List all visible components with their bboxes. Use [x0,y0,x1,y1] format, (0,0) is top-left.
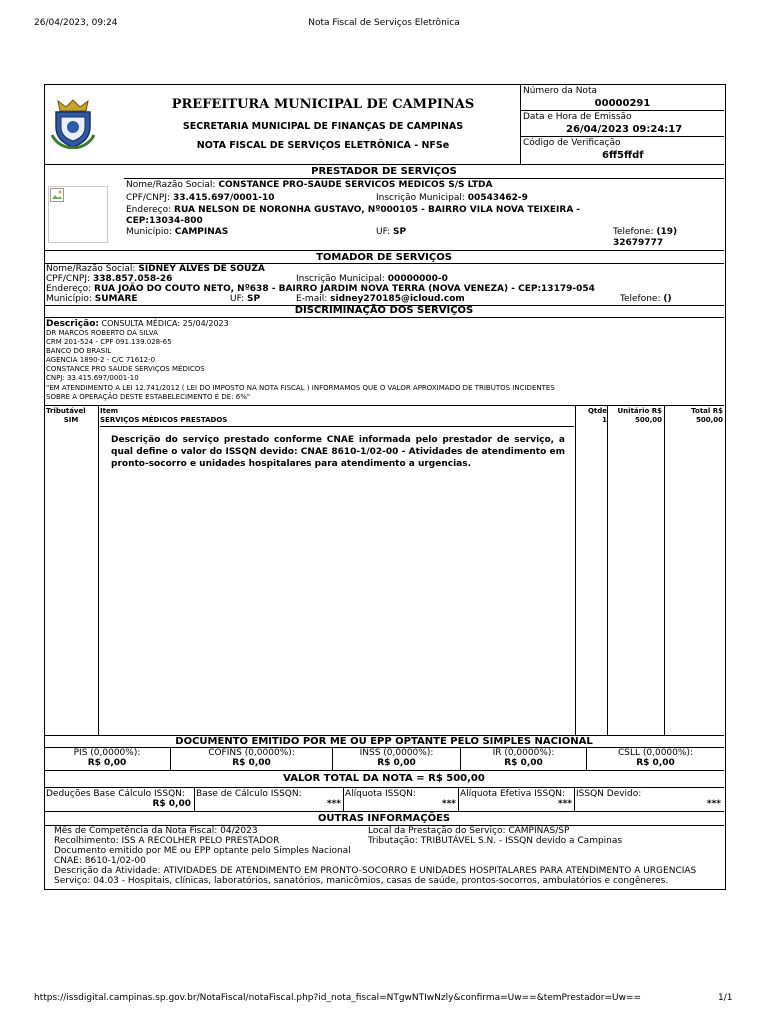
tomador-uf-label: UF: [230,294,245,304]
tomador-cpf: 338.857.058-26 [92,274,173,284]
prefeitura-title: PREFEITURA MUNICIPAL DE CAMPINAS [171,97,475,112]
recolhimento: Recolhimento: ISS A RECOLHER PELO PRESTADOR [54,836,280,846]
row-total: 500,00 [695,416,723,424]
tomador-email-label: E-mail: [296,294,328,304]
row-item: SERVIÇOS MÉDICOS PRESTADOS [100,416,228,424]
descricao-line: CRM 201-524 - CPF 091.139.028-65 [46,338,172,346]
prestador-telefone-label: Telefone: [613,227,654,237]
col-unitario: Unitário R$ [617,407,662,415]
numero-label: Número da Nota [523,86,597,96]
tomador-nome: SIDNEY ALVES DE SOUZA [138,264,265,274]
section-rule [44,250,724,251]
descricao-line: BANCO DO BRASIL [46,347,112,355]
codigo-verificacao: 6ff5ffdf [602,150,644,161]
prestador-telefone-ddd: (19) [656,227,678,237]
broken-image-icon [50,188,64,202]
table-col-divider [607,405,608,735]
tributacao: Tributação: TRIBUTÁVEL S.N. - ISSQN devido a Campinas [368,836,623,846]
deducoes-value: R$ 0,00 [152,799,191,809]
descricao-label: Descrição: [46,319,99,329]
descricao-line: AGENCIA 1890-2 - C/C 71612-0 [46,356,156,364]
issqn-devido-value: *** [706,799,721,809]
row-tributavel: SIM [63,416,79,424]
col-tributavel: Tributável [46,407,86,415]
table-col-divider [575,405,576,735]
csll-value: R$ 0,00 [636,758,675,768]
base-calculo-label: Base de Cálculo ISSQN: [196,789,302,799]
data-label: Data e Hora de Emissão [523,112,632,122]
section-rule [44,811,724,812]
issqn-divider [343,787,344,811]
header-divider [520,84,521,164]
descricao-line: CNPJ: 33.415.697/0001-10 [46,374,139,382]
col-qtde: Qtde [587,407,607,415]
section-rule [44,164,724,165]
table-rule [44,405,724,406]
col-total: Total R$ [691,407,723,415]
header-rule [520,110,724,111]
issqn-divider [574,787,575,811]
row-unitario: 500,00 [634,416,662,424]
print-title: Nota Fiscal de Serviços Eletrônica [308,18,460,28]
simples-nacional-notice: DOCUMENTO EMITIDO POR ME OU EPP OPTANTE PELO SIMPLES NACIONAL [175,736,593,747]
tomador-endereco-label: Endereço: [46,284,92,294]
print-url[interactable]: https://issdigital.campinas.sp.gov.br/NotaFiscal/notaFiscal.php?id_nota_fiscal=NTgwNTIwNzly&confirma=Uw==&temPrestador=Uw== [34,993,642,1003]
tomador-telefone: () [663,294,672,304]
pis-label: PIS (0,0000%): [73,748,141,758]
inss-label: INSS (0,0000%): [359,748,434,758]
cofins-value: R$ 0,00 [232,758,271,768]
tomador-cpf-label: CPF/CNPJ: [46,274,91,284]
header-rule [520,136,724,137]
descricao-line: CONSTANCE PRO SAUDE SERVIÇOS MÉDICOS [46,365,205,373]
prestador-cnpj: 33.415.697/0001-10 [172,193,275,203]
issqn-divider [194,787,195,811]
prestador-cep: CEP:13034-800 [126,216,203,226]
prestador-im-label: Inscrição Municipal: [376,193,465,203]
table-rule [100,426,574,427]
section-rule [44,770,724,771]
prestador-logo-placeholder [48,186,108,243]
descricao-line: CONSULTA MÉDICA: 25/04/2023 [101,319,229,328]
section-rule [44,317,724,318]
descricao-line: SOBRE A OPERAÇÃO DESTE ESTABELECIMENTO É DE: 6%" [46,393,251,401]
print-page-count: 1/1 [718,993,733,1003]
aliquota-efetiva-label: Alíquota Efetiva ISSQN: [460,789,566,799]
secretaria-title: SECRETARIA MUNICIPAL DE FINANÇAS DE CAMPINAS [182,121,464,132]
cnae-code: CNAE: 8610-1/02-00 [54,856,146,866]
codigo-label: Código de Verificação [523,138,621,148]
prestador-im: 00543462-9 [467,193,528,203]
prestador-nome-label: Nome/Razão Social: [126,180,216,190]
ir-label: IR (0,0000%): [492,748,555,758]
csll-label: CSLL (0,0000%): [618,748,693,758]
descricao-line: DR MARCOS ROBERTO DA SILVA [46,329,158,337]
tomador-uf: SP [246,294,261,304]
prestador-endereco: RUA NELSON DE NORONHA GUSTAVO, Nº000105 - BAIRRO VILA NOVA TEIXEIRA - [174,205,581,215]
base-calculo-value: *** [326,799,341,809]
descricao-block [46,319,555,402]
descricao-line: "EM ATENDIMENTO A LEI 12.741/2012 ( LEI DO IMPOSTO NA NOTA FISCAL ) INFORMAMOS QUE O VALOR APROXIMADO DE TRIBUTOS INCIDENTES [46,384,555,392]
prestador-municipio: CAMPINAS [174,227,229,237]
row-qtde: 1 [602,416,607,424]
valor-total: VALOR TOTAL DA NOTA = R$ 500,00 [283,773,485,784]
section-rule [124,178,724,179]
issqn-devido-label: ISSQN Devido: [576,789,642,799]
inss-value: R$ 0,00 [377,758,416,768]
prestador-telefone: 32679777 [613,238,664,248]
discriminacao-title: DISCRIMINAÇÃO DOS SERVIÇOS [294,305,474,316]
table-col-divider [664,405,665,735]
deducoes-label: Deduções Base Cálculo ISSQN: [46,789,185,799]
outras-info-title: OUTRAS INFORMAÇÕES [317,813,451,824]
data-emissao: 26/04/2023 09:24:17 [566,124,683,135]
cnae-description: Descrição do serviço prestado conforme CNAE informada pelo prestador de serviço, a qual define o valor do ISSQN devido: CNAE 8610-1/02-00 - Atividades de atendimento em pronto-socorro e unidades hospitalares para atendimento a urgencias. [111,435,565,469]
servico-descricao: Serviço: 04.03 - Hospitais, clínicas, laboratórios, sanatórios, manicômios, casas de saúde, prontos-socorros, ambulatórios e congêneres. [54,876,669,886]
print-datetime: 26/04/2023, 09:24 [34,18,118,28]
aliquota-label: Alíquota ISSQN: [345,789,416,799]
nota-title: NOTA FISCAL DE SERVIÇOS ELETRÔNICA - NFSe [196,140,450,151]
issqn-divider [458,787,459,811]
aliquota-value: *** [441,799,456,809]
prestador-municipio-label: Município: [126,227,172,237]
tomador-title: TOMADOR DE SERVIÇOS [316,252,452,263]
competencia: Mês de Competência da Nota Fiscal: 04/2023 [54,826,258,836]
documento-simples: Documento emitido por ME ou EPP optante pelo Simples Nacional [54,846,351,856]
prestador-nome: CONSTANCE PRO-SAUDE SERVICOS MEDICOS S/S LTDA [218,180,493,190]
local-prestacao: Local da Prestação do Serviço: CAMPINAS/SP [368,826,570,836]
descricao-atividade: Descrição da Atividade: ATIVIDADES DE ATENDIMENTO EM PRONTO-SOCORRO E UNIDADES HOSPITALARES PARA ATENDIMENTO A URGENCIAS [54,866,697,876]
numero-nota: 00000291 [594,98,651,109]
section-rule [44,787,724,788]
tomador-email: sidney270185@icloud.com [330,294,465,304]
campinas-coat-of-arms-logo [50,97,96,149]
col-item: Item [100,407,118,415]
prestador-uf: SP [392,227,407,237]
prestador-endereco-label: Endereço: [126,205,172,215]
cofins-label: COFINS (0,0000%): [208,748,295,758]
pis-value: R$ 0,00 [87,758,127,768]
prestador-title: PRESTADOR DE SERVIÇOS [311,166,457,177]
tomador-im-label: Inscrição Municipal: [296,274,385,284]
table-col-divider [98,405,99,735]
prestador-cnpj-label: CPF/CNPJ: [126,193,171,203]
aliquota-efetiva-value: *** [557,799,572,809]
tomador-nome-label: Nome/Razão Social: [46,264,136,274]
prestador-uf-label: UF: [376,227,391,237]
tomador-municipio: SUMARE [94,294,138,304]
tomador-im: 00000000-0 [387,274,448,284]
ir-value: R$ 0,00 [504,758,543,768]
tomador-municipio-label: Município: [46,294,92,304]
tomador-endereco: RUA JOÃO DO COUTO NETO, Nº638 - BAIRRO JARDIM NOVA TERRA (NOVA VENEZA) - CEP:13179-054 [94,284,595,294]
tomador-telefone-label: Telefone: [620,294,661,304]
